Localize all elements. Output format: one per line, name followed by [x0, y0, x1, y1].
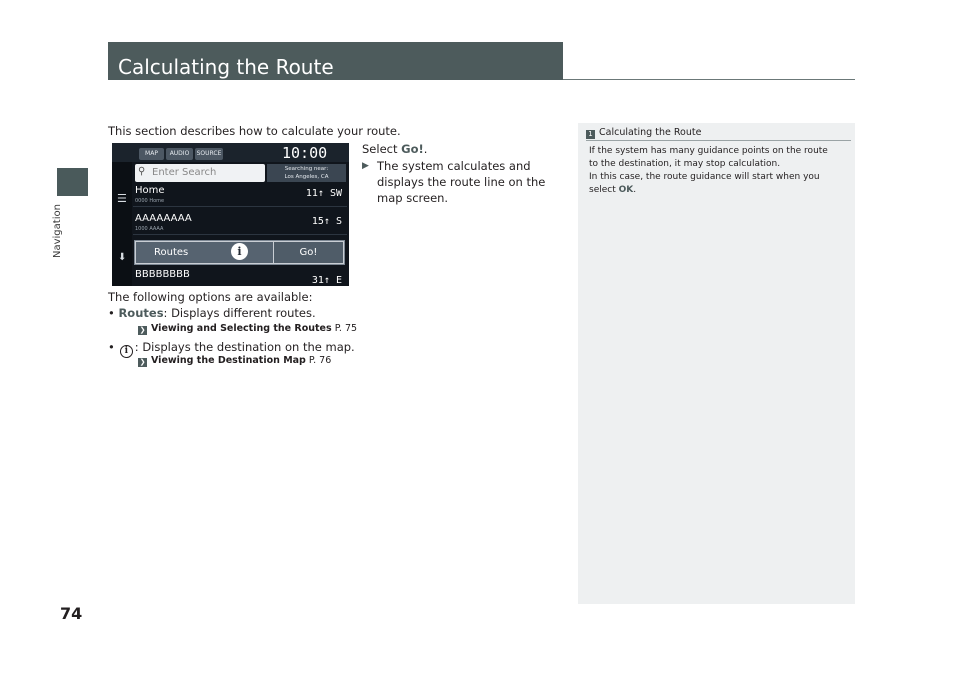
- nav-screen-image: [112, 143, 349, 286]
- reference-arrow-icon: ❯: [139, 326, 146, 334]
- note-line: to the destination, it may stop calculation.: [589, 159, 781, 169]
- note-marker-icon: 1: [586, 130, 595, 139]
- near-label: Searching near:: [284, 166, 329, 172]
- item-name: Home: [135, 185, 165, 196]
- clock: 10:00: [282, 144, 328, 162]
- note-line: If the system has many guidance points on the route: [589, 146, 828, 156]
- note-ui-label: OK: [618, 185, 634, 195]
- step-ui-label: Go!: [401, 142, 424, 156]
- note-heading: [586, 127, 701, 139]
- side-note: [578, 123, 855, 604]
- search-icon: ⚲: [138, 166, 146, 177]
- note-line-suffix: .: [633, 185, 637, 195]
- section-label: Navigation: [52, 204, 63, 258]
- note-line-prefix: select: [589, 185, 619, 195]
- note-heading-text: Calculating the Route: [599, 127, 702, 138]
- option-text: : Displays the destination on the map.: [134, 340, 355, 354]
- result-arrow-icon: ▶: [362, 161, 369, 171]
- item-address: 0000 Home: [135, 198, 165, 204]
- bullet-icon: •: [108, 340, 115, 354]
- menu-icon: ☰: [117, 192, 127, 205]
- cross-reference[interactable]: [138, 323, 357, 335]
- option-text: : Displays different routes.: [163, 306, 316, 320]
- step-suffix: .: [423, 142, 428, 156]
- item-distance: 15↑ S: [311, 216, 342, 227]
- route-popup: [134, 240, 345, 265]
- option-routes: [108, 306, 316, 320]
- search-placeholder: Enter Search: [152, 167, 217, 178]
- item-name: BBBBBBBB: [135, 269, 190, 280]
- routes-button: Routes: [136, 242, 273, 263]
- search-input: [135, 164, 265, 182]
- item-distance: 11↑ SW: [305, 188, 342, 199]
- step-result-text: The system calculates and displays the route line on the map screen.: [377, 159, 546, 205]
- list-item: [133, 183, 347, 207]
- note-rule: [586, 140, 851, 141]
- near-location: Los Angeles, CA: [284, 174, 329, 180]
- page-title: Calculating the Route: [108, 42, 563, 80]
- audio-button: AUDIO: [166, 148, 193, 160]
- reference-page: P. 76: [308, 355, 332, 366]
- option-label: Routes: [118, 306, 164, 320]
- section-tab: [57, 168, 88, 196]
- arrow-down-icon: ⬇: [118, 252, 127, 263]
- page-number: 74: [60, 604, 83, 623]
- step-instruction: [362, 142, 427, 156]
- list-item: [133, 211, 347, 235]
- source-button: SOURCE: [195, 148, 223, 160]
- reference-title: Viewing and Selecting the Routes: [151, 323, 332, 334]
- item-address: 1000 AAAA: [135, 226, 164, 232]
- step-prefix: Select: [362, 142, 402, 156]
- map-button: MAP: [139, 148, 164, 160]
- cross-reference[interactable]: [138, 355, 331, 367]
- item-distance: 31↑ E: [311, 275, 342, 286]
- reference-arrow-icon: ❯: [139, 358, 146, 366]
- note-line: In this case, the route guidance will start when you: [589, 172, 820, 182]
- note-line: [589, 184, 851, 197]
- intro-text: This section describes how to calculate your route.: [108, 124, 401, 138]
- reference-page: P. 75: [334, 323, 358, 334]
- search-near-box: [267, 164, 346, 182]
- item-name: AAAAAAAA: [135, 213, 192, 224]
- list-item: [133, 267, 347, 286]
- options-intro: The following options are available:: [108, 290, 313, 304]
- bullet-icon: •: [108, 306, 119, 320]
- go-button: Go!: [274, 242, 343, 263]
- note-body: [589, 145, 851, 197]
- info-icon: i: [120, 345, 133, 358]
- reference-title: Viewing the Destination Map: [151, 355, 306, 366]
- title-rule: [563, 79, 855, 80]
- step-result: [362, 158, 567, 206]
- nav-left-column: [112, 162, 132, 286]
- info-icon: i: [231, 243, 248, 260]
